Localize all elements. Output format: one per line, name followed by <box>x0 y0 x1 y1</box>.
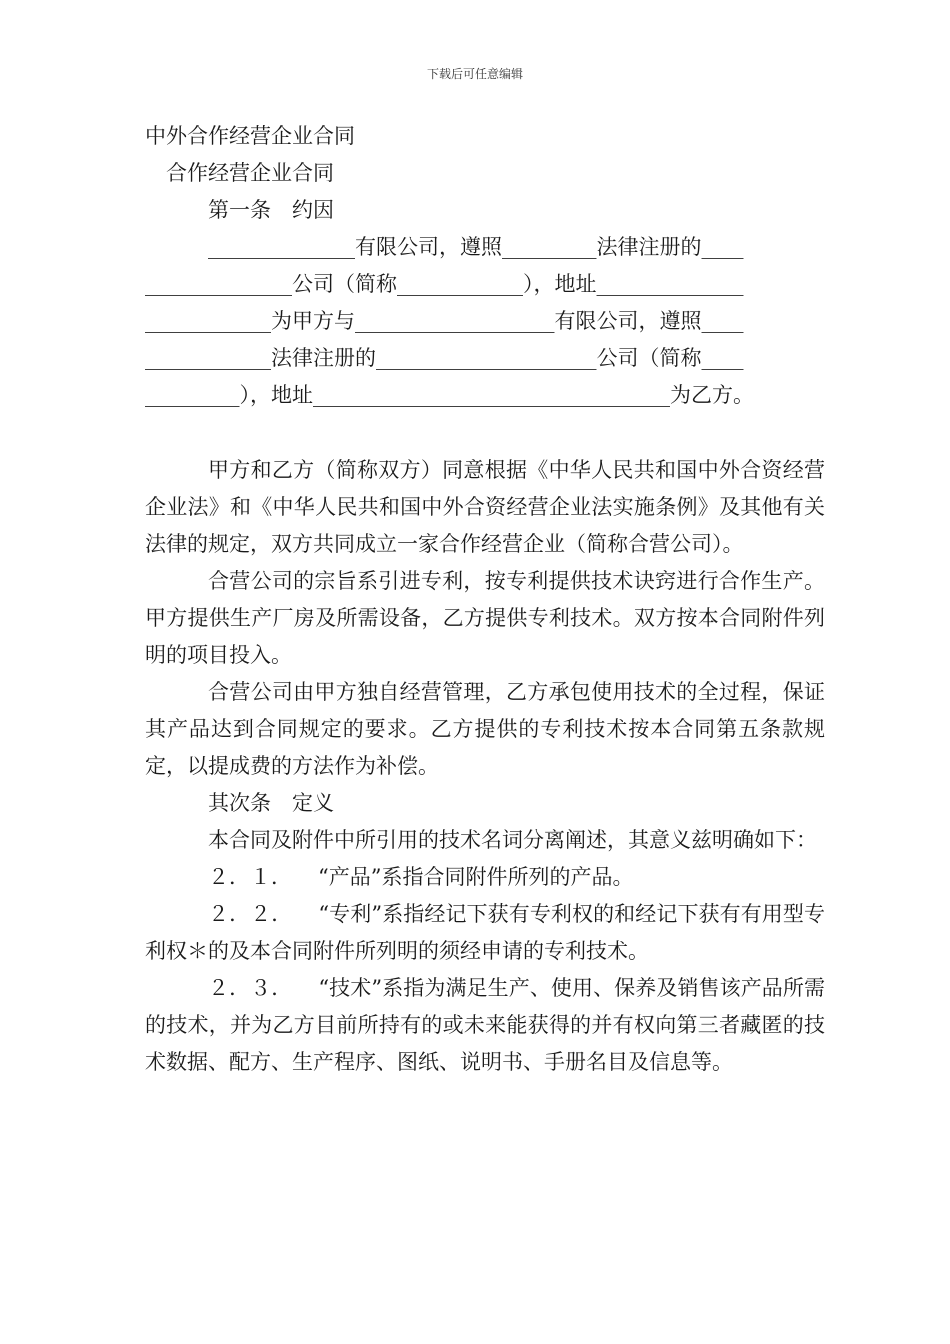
definition-number: ２．３． <box>208 976 293 1000</box>
definition-text: “技术”系指为满足生产、使用、保养及销售该产品所需的技术，并为乙方目前所持有的或未来能获得的并有权向第三者藏匿的技术数据、配方、生产程序、图纸、说明书、手册名目及信息等。 <box>145 976 825 1074</box>
party-line: ______________公司（简称____________），地址______________ <box>145 272 744 296</box>
paragraph: 本合同及附件中所引用的技术名词分离阐述，其意义兹明确如下： <box>208 828 817 852</box>
definition-number: ２．１． <box>208 865 292 889</box>
header-note: 下载后可任意编辑 <box>426 67 523 81</box>
spacer <box>145 414 825 452</box>
definition-item <box>145 970 825 1081</box>
definition-item <box>145 859 825 896</box>
title-sub: 合作经营企业合同 <box>166 161 334 185</box>
party-line: ____________为甲方与___________________有限公司，遵照____ <box>145 309 744 333</box>
document-body <box>145 118 825 1081</box>
definition-text: “产品”系指合同附件所列的产品。 <box>318 865 634 889</box>
party-line: ______________有限公司，遵照_________法律注册的____ <box>208 235 744 259</box>
definition-item <box>145 896 825 970</box>
definition-text: “专利”系指经记下获有专利权的和经记下获有有用型专利权＊的及本合同附件所列明的须经申请的专利技术。 <box>145 902 825 963</box>
party-line: ____________法律注册的_____________________公司（简称____ <box>145 346 744 370</box>
article1-heading: 第一条 约因 <box>208 198 334 222</box>
article2-heading: 其次条 定义 <box>208 791 334 815</box>
paragraph: 合营公司的宗旨系引进专利，按专利提供技术诀窍进行合作生产。甲方提供生产厂房及所需设备，乙方提供专利技术。双方按本合同附件列明的项目投入。 <box>145 569 825 667</box>
definition-number: ２．２． <box>208 902 293 926</box>
title-main: 中外合作经营企业合同 <box>145 124 355 148</box>
party-line: _________），地址__________________________________为乙方。 <box>145 383 754 407</box>
paragraph: 合营公司由甲方独自经营管理，乙方承包使用技术的全过程，保证其产品达到合同规定的要求。乙方提供的专利技术按本合同第五条款规定，以提成费的方法作为补偿。 <box>145 680 825 778</box>
paragraph: 甲方和乙方（简称双方）同意根据《中华人民共和国中外合资经营企业法》和《中华人民共和国中外合资经营企业法实施条例》及其他有关法律的规定，双方共同成立一家合作经营企业（简称合营公司）。 <box>145 458 825 556</box>
